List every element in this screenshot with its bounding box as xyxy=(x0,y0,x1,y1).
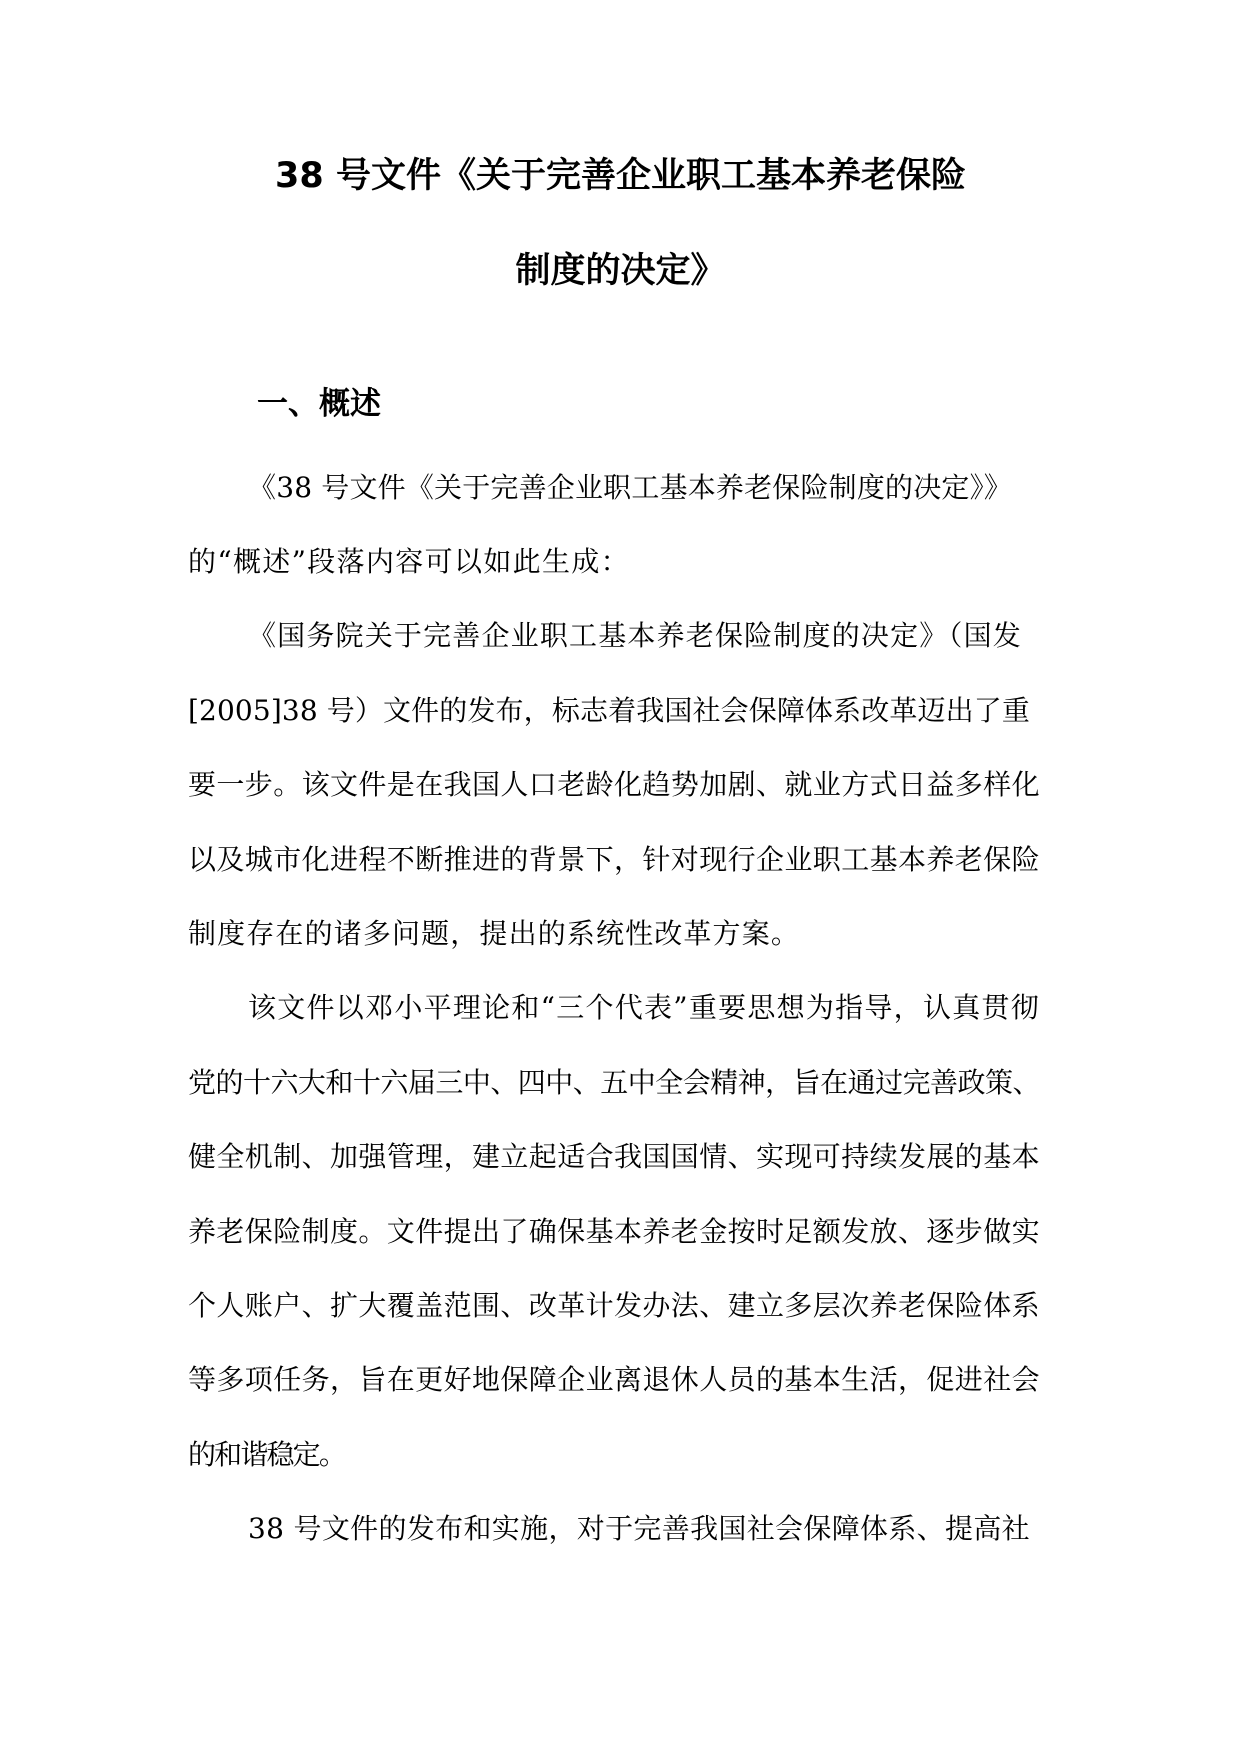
document-title-line-1: 38 号文件《关于完善企业职工基本养老保险 xyxy=(275,156,966,196)
paragraph-2-line-5: 制度存在的诸多问题，提出的系统性改革方案。 xyxy=(188,917,800,950)
paragraph-1-line-2: 的“概述”段落内容可以如此生成： xyxy=(188,545,630,578)
paragraph-3-line-4: 养老保险制度。文件提出了确保基本养老金按时足额发放、逐步做实 xyxy=(188,1215,1040,1248)
paragraph-2-line-4: 以及城市化进程不断推进的背景下，针对现行企业职工基本养老保险 xyxy=(188,843,1040,876)
paragraph-3-line-2: 党的十六大和十六届三中、四中、五中全会精神，旨在通过完善政策、 xyxy=(188,1066,1040,1099)
document-title-line-2: 制度的决定》 xyxy=(515,251,726,291)
paragraph-3-line-6: 等多项任务，旨在更好地保障企业离退休人员的基本生活，促进社会 xyxy=(188,1363,1040,1396)
paragraph-3-line-1: 该文件以邓小平理论和“三个代表”重要思想为指导，认真贯彻 xyxy=(248,991,1040,1024)
paragraph-3-line-5: 个人账户、扩大覆盖范围、改革计发办法、建立多层次养老保险体系 xyxy=(188,1289,1040,1322)
paragraph-1-line-1: 《38 号文件《关于完善企业职工基本养老保险制度的决定》》 xyxy=(248,471,1012,504)
paragraph-2-line-3: 要一步。该文件是在我国人口老龄化趋势加剧、就业方式日益多样化 xyxy=(188,768,1040,801)
paragraph-2-line-1: 《国务院关于完善企业职工基本养老保险制度的决定》（国发 xyxy=(248,619,1022,652)
paragraph-3-line-3: 健全机制、加强管理，建立起适合我国国情、实现可持续发展的基本 xyxy=(188,1140,1040,1173)
paragraph-2-line-2: [2005]38 号）文件的发布，标志着我国社会保障体系改革迈出了重 xyxy=(188,694,1030,727)
paragraph-4-line-1: 38 号文件的发布和实施，对于完善我国社会保障体系、提高社 xyxy=(248,1512,1030,1545)
paragraph-3-line-7: 的和谐稳定。 xyxy=(188,1438,345,1471)
section-heading: 一、概述 xyxy=(257,386,381,422)
